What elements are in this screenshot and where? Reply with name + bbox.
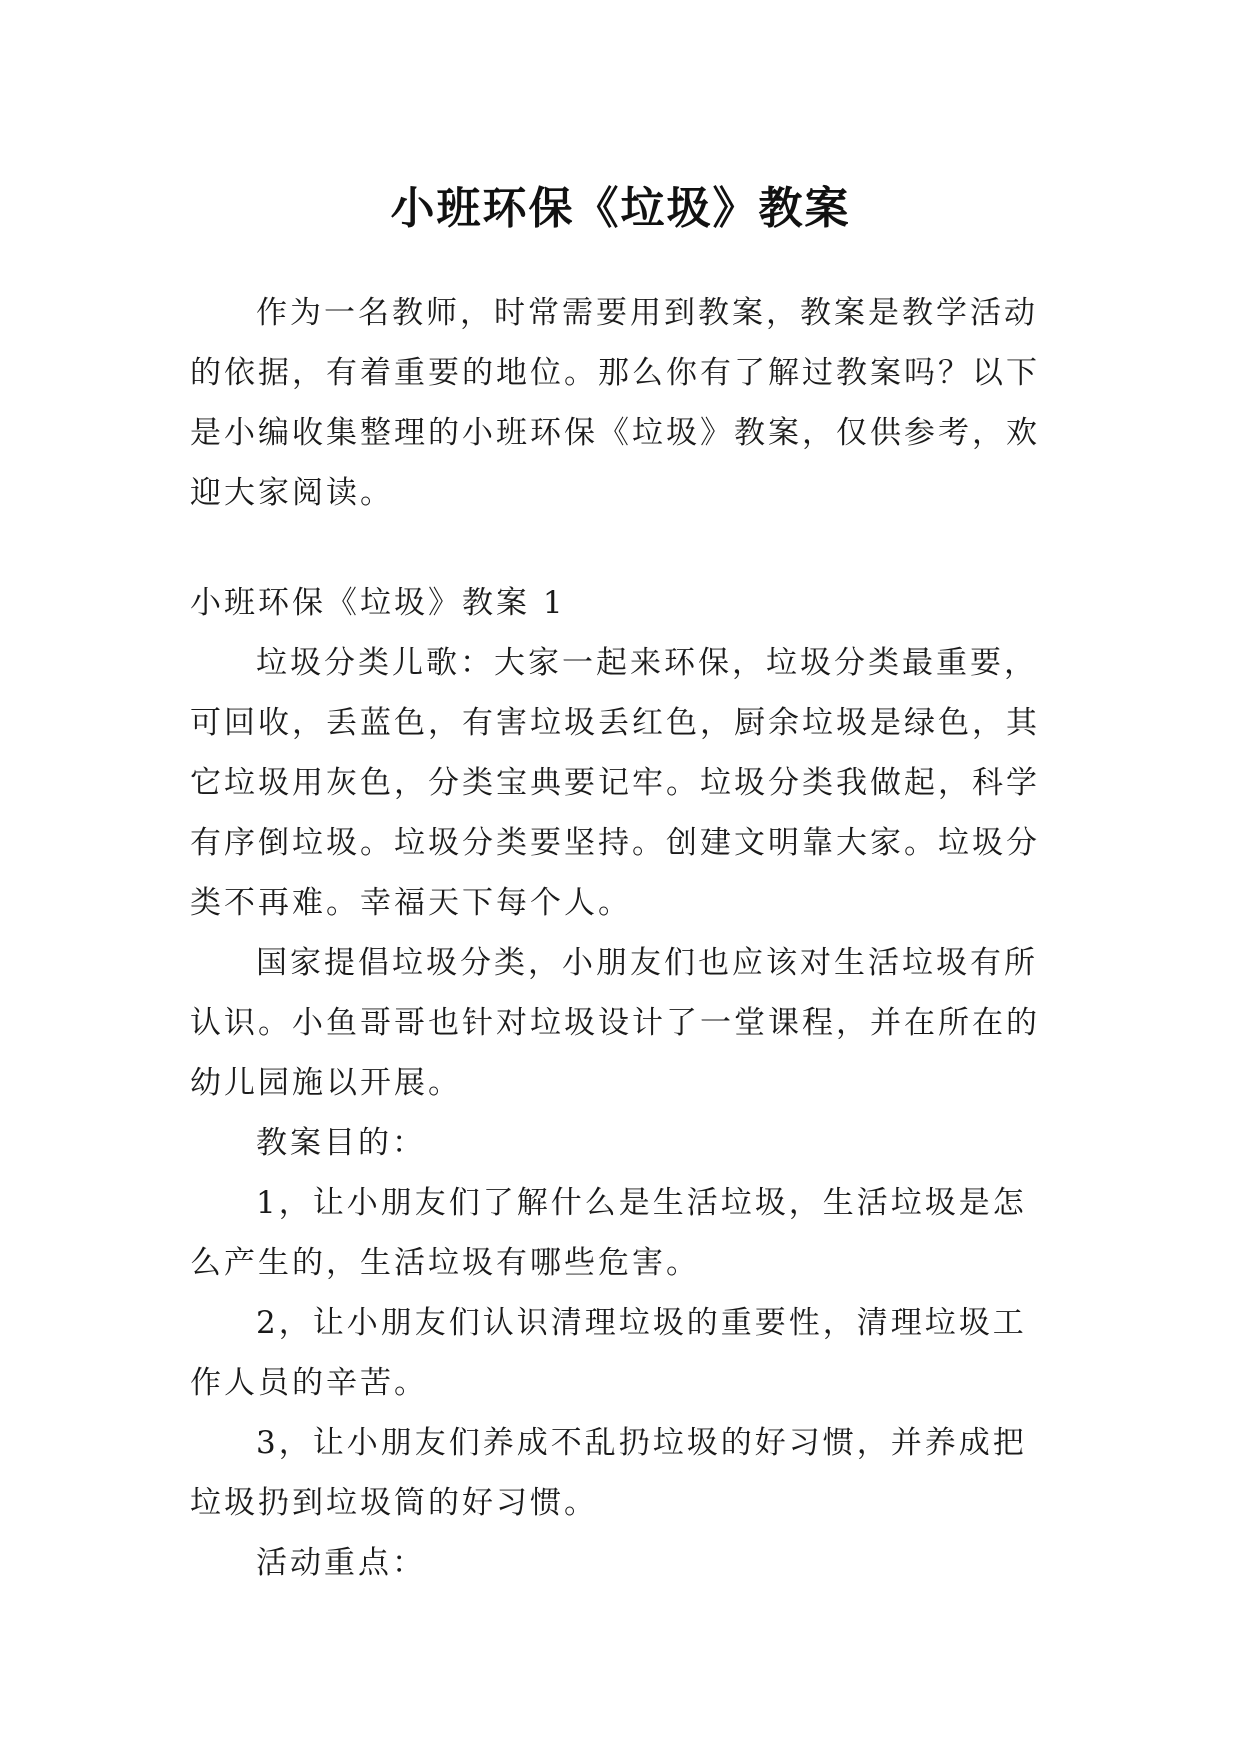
page-title: 小班环保《垃圾》教案: [390, 183, 851, 235]
lesson-section: [190, 573, 1052, 1593]
intro-paragraph: 作为一名教师，时常需要用到教案，教案是教学活动的依据，有着重要的地位。那么你有了解过教案吗？以下是小编收集整理的小班环保《垃圾》教案，仅供参考，欢迎大家阅读。: [190, 295, 1040, 511]
paragraph-goal-3: 3，让小朋友们养成不乱扔垃圾的好习惯，并养成把垃圾扔到垃圾筒的好习惯。: [190, 1425, 1027, 1521]
paragraph-focus-heading: 活动重点：: [256, 1545, 426, 1581]
paragraph-song: 垃圾分类儿歌：大家一起来环保，垃圾分类最重要，可回收，丢蓝色，有害垃圾丢红色，厨余垃圾是绿色，其它垃圾用灰色，分类宝典要记牢。垃圾分类我做起，科学有序倒垃圾。垃圾分类要坚持。创建文明靠大家。垃圾分类不再难。幸福天下每个人。: [190, 645, 1040, 921]
section-heading: 小班环保《垃圾》教案 1: [190, 585, 566, 621]
intro-section: [190, 283, 1052, 523]
paragraph-goals-heading: 教案目的：: [256, 1125, 426, 1161]
paragraph-goal-2: 2，让小朋友们认识清理垃圾的重要性，清理垃圾工作人员的辛苦。: [190, 1305, 1027, 1401]
paragraph-background: 国家提倡垃圾分类，小朋友们也应该对生活垃圾有所认识。小鱼哥哥也针对垃圾设计了一堂课程，并在所在的幼儿园施以开展。: [190, 945, 1040, 1101]
paragraph-goal-1: 1，让小朋友们了解什么是生活垃圾，生活垃圾是怎么产生的，生活垃圾有哪些危害。: [190, 1185, 1027, 1281]
